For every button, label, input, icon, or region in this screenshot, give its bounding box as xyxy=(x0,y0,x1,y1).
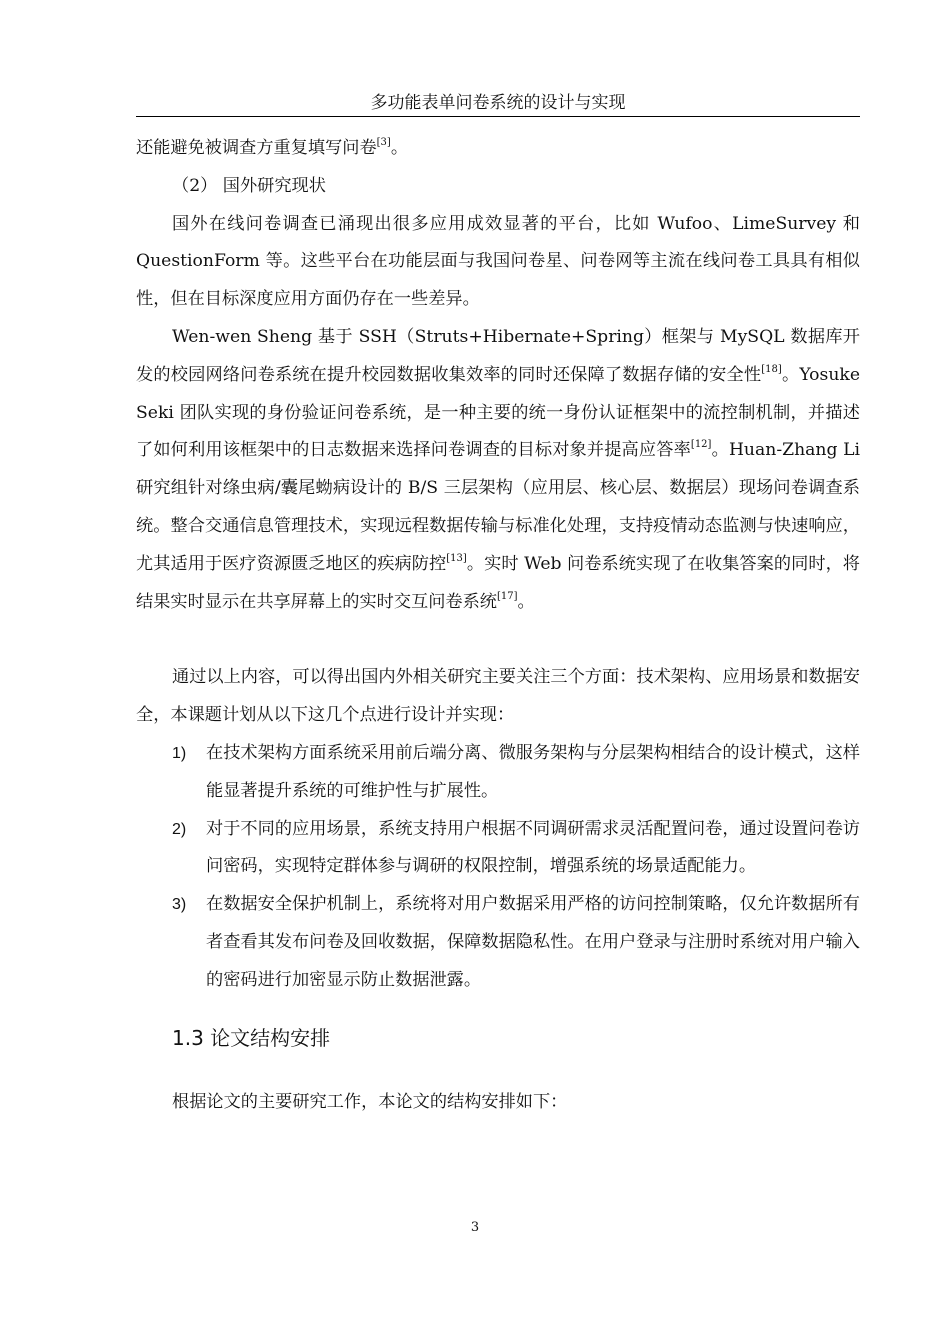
list-item xyxy=(136,886,860,999)
list-number: 1) xyxy=(172,744,187,762)
list-text: 在数据安全保护机制上，系统将对用户数据采用严格的访问控制策略，仅允许数据所有者查看其发布问卷及回收数据，保障数据隐私性。在用户登录与注册时系统对用户输入的密码进行加密显示防止数据泄露。 xyxy=(206,894,860,990)
section-heading: 1.3 论文结构安排 xyxy=(172,1025,331,1050)
document-body xyxy=(136,130,860,1121)
list-text: 在技术架构方面系统采用前后端分离、微服务架构与分层架构相结合的设计模式，这样能显著提升系统的可维护性与扩展性。 xyxy=(206,742,860,801)
paragraph-foreign-platforms: 国外在线问卷调查已涌现出很多应用成效显著的平台，比如 Wufoo、LimeSurvey 和 QuestionForm 等。这些平台在功能层面与我国问卷星、问卷网等主流在线问卷工具具有相似性，但在目标深度应用方面仍存在一些差异。 xyxy=(136,213,860,310)
citation: [17] xyxy=(496,590,518,602)
paragraph-structure-intro: 根据论文的主要研究工作，本论文的结构安排如下： xyxy=(172,1091,568,1112)
subsection-label: （2） 国外研究现状 xyxy=(172,175,326,196)
citation: [3] xyxy=(376,137,391,148)
header-title: 多功能表单问卷系统的设计与实现 xyxy=(370,93,626,113)
page-number: 3 xyxy=(470,1220,480,1235)
citation: [18] xyxy=(761,363,782,375)
plan-list xyxy=(136,735,860,1000)
paragraph-foreign-research: Wen-wen Sheng 基于 SSH（Struts+Hibernate+Spring）框架与 MySQL 数据库开发的校园网络问卷系统在提升校园数据收集效率的同时还保障了数据存储的安全性[18]。Yosuke Seki 团队实现的身份验证问卷系统，是一种主要的统一身份认证框架中的流控制机制，并描述了如何利用该框架中的日志数据来选择问卷调查的目标对象并提高应答率[12]。Huan-Zhang Li 研究组针对绦虫病/囊尾蚴病设计的 B/S 三层架构（应用层、核心层、数据层）现场问卷调查系统。整合交通信息管理技术，实现远程数据传输与标准化处理，支持疫情动态监测与快速响应，尤其适用于医疗资源匮乏地区的疾病防控[13]。实时 Web 问卷系统实现了在收集答案的同时，将结果实时显示在共享屏幕上的实时交互问卷系统[17]。 xyxy=(136,326,860,612)
paragraph-summary: 通过以上内容，可以得出国内外相关研究主要关注三个方面：技术架构、应用场景和数据安全，本课题计划从以下这几个点进行设计并实现： xyxy=(136,667,860,726)
citation: [12] xyxy=(690,439,712,451)
list-text: 对于不同的应用场景，系统支持用户根据不同调研需求灵活配置问卷，通过设置问卷访问密码，实现特定群体参与调研的权限控制，增强系统的场景适配能力。 xyxy=(206,818,860,877)
list-number: 3) xyxy=(172,896,187,914)
list-item xyxy=(136,735,860,811)
paragraph-continued: 还能避免被调查方重复填写问卷[3]。 xyxy=(136,137,409,158)
blank-line xyxy=(136,621,860,659)
citation: [13] xyxy=(446,552,467,564)
list-item xyxy=(136,811,860,887)
page-header xyxy=(136,90,860,117)
list-number: 2) xyxy=(172,820,187,838)
